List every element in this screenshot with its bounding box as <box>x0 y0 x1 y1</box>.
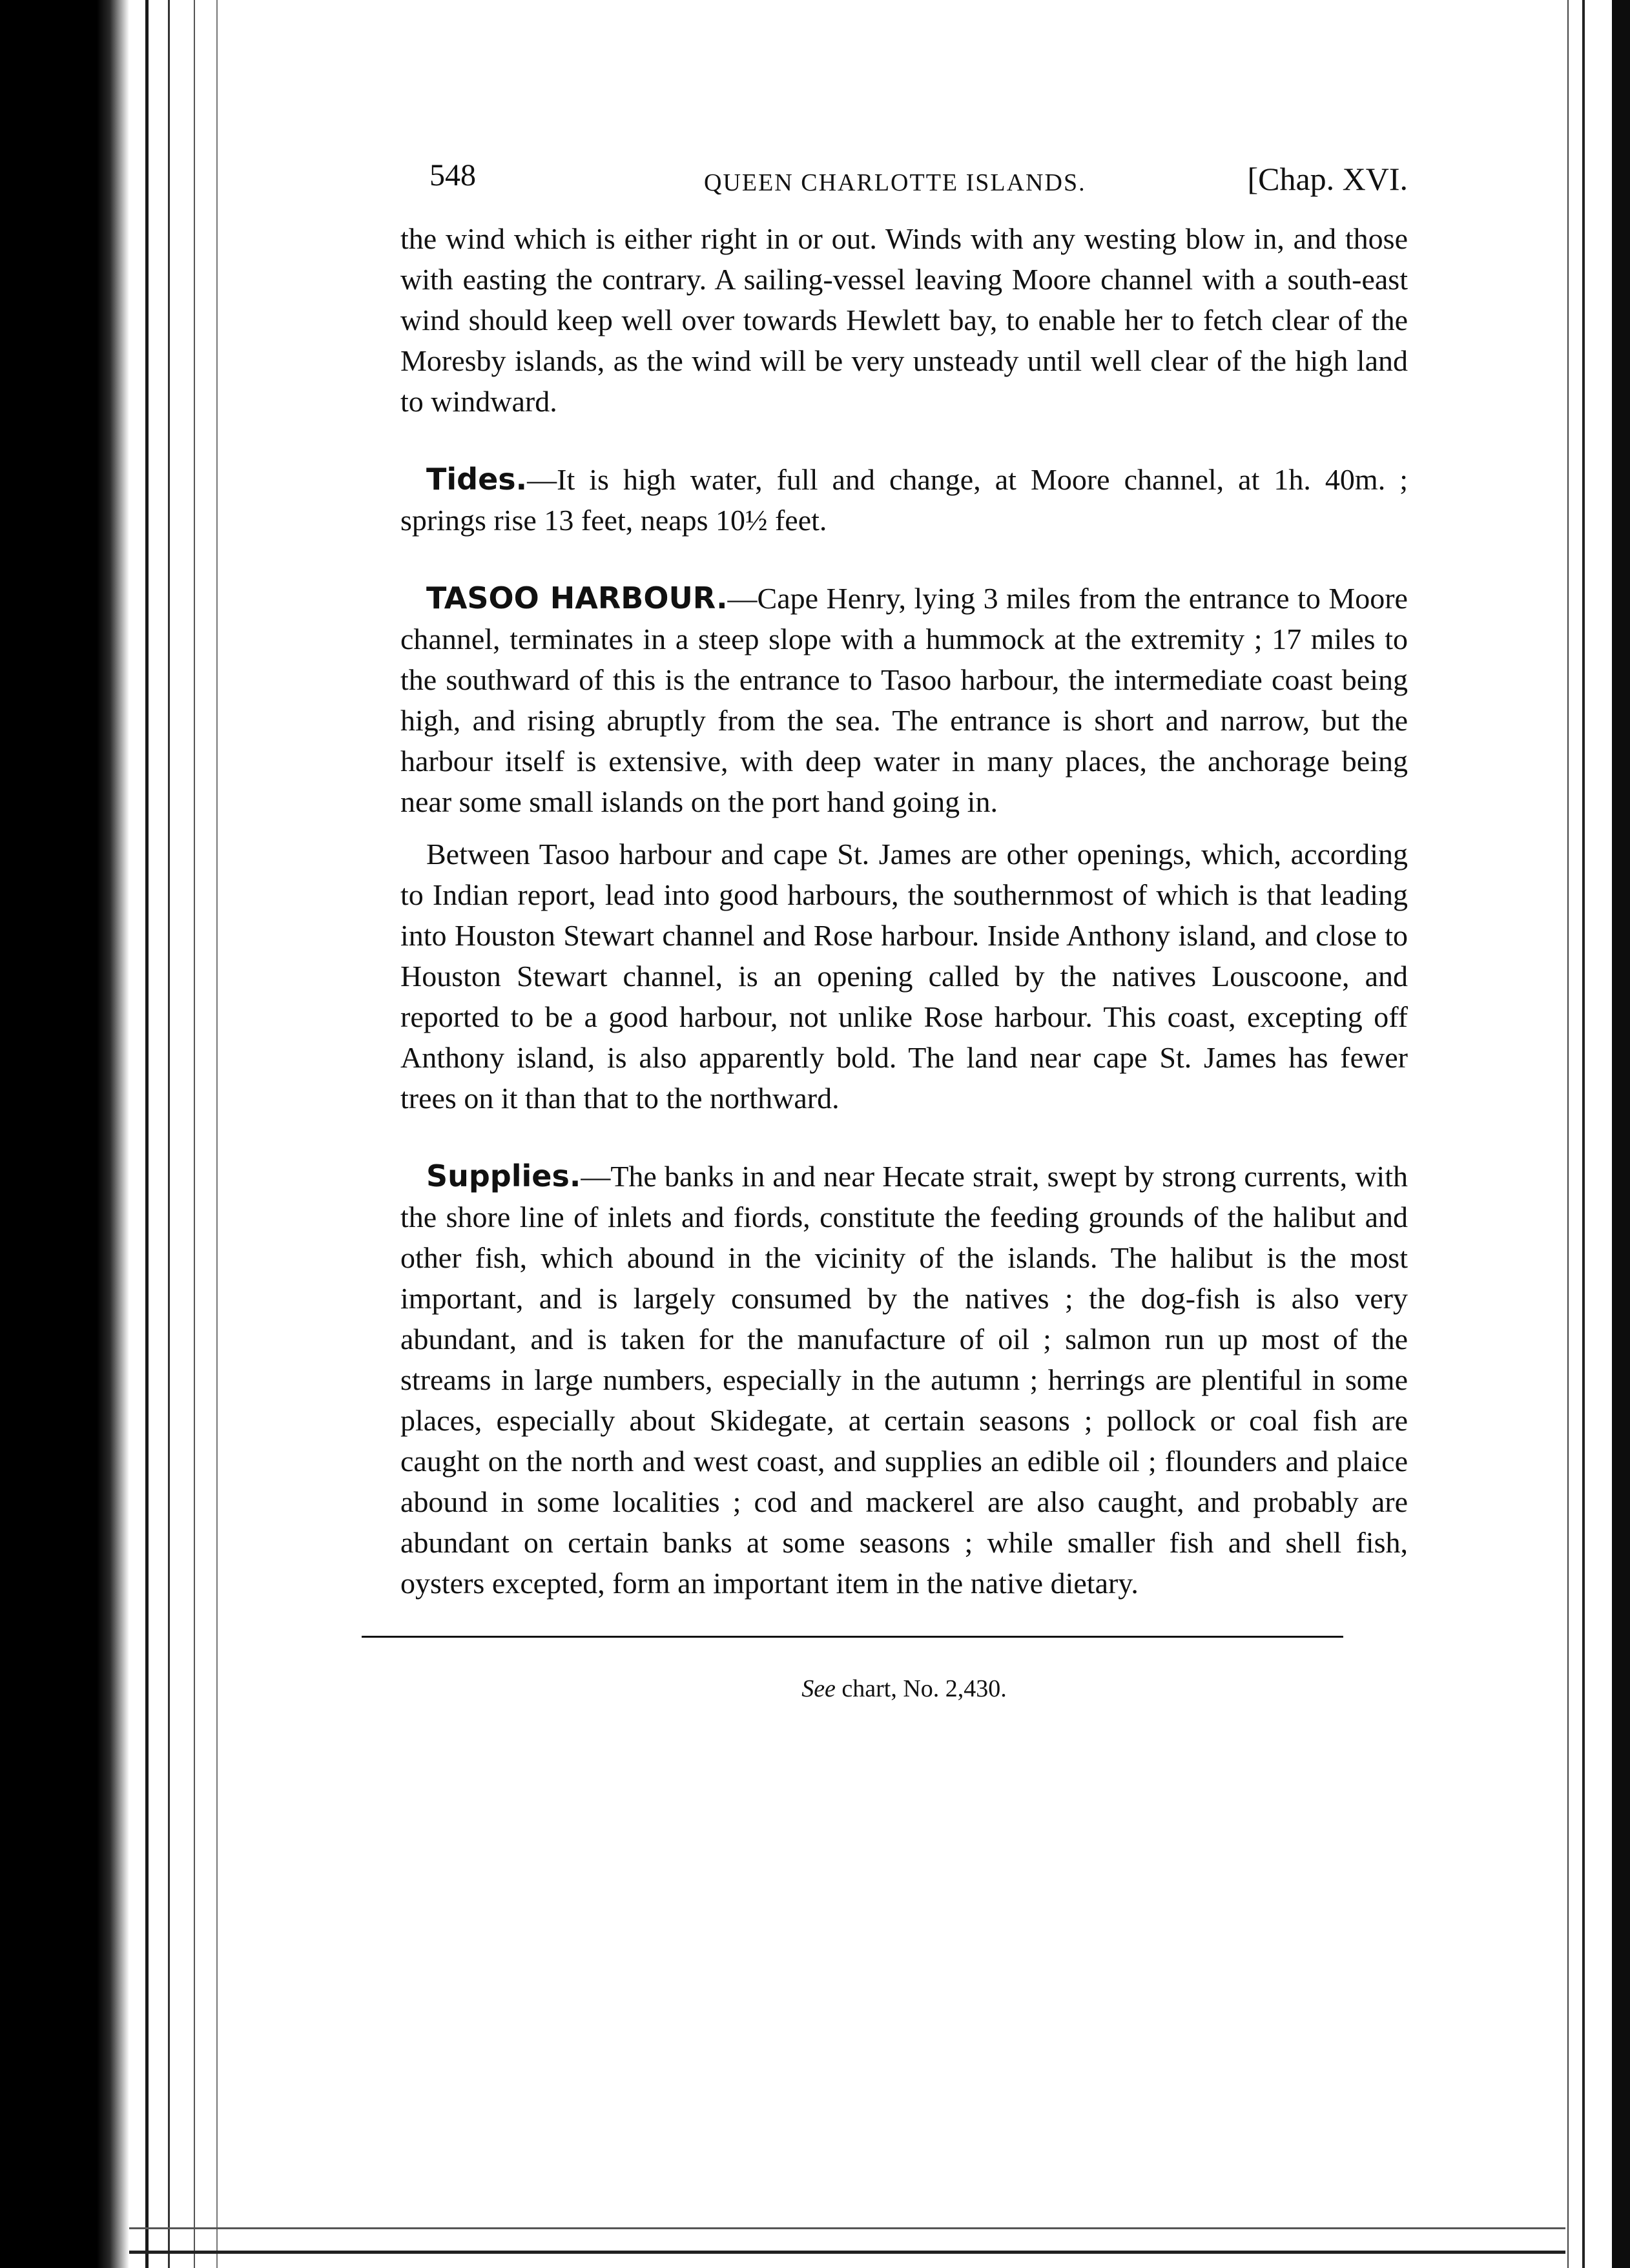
book-title: QUEEN CHARLOTTE ISLANDS. <box>704 169 1086 196</box>
binding-shadow <box>0 0 129 2268</box>
bottom-page-edge <box>129 2251 1565 2254</box>
page-stack-line <box>216 0 218 2268</box>
right-page-edge <box>1612 0 1630 2268</box>
footnote <box>400 1669 1408 1709</box>
tides-text: —It is high water, full and change, at Moore channel, at 1h. 40m. ; springs rise 13 feet, neaps 10½ feet. <box>400 463 1408 537</box>
footnote-rule <box>362 1636 1343 1638</box>
tasoo-harbour-text: —Cape Henry, lying 3 miles from the entrance to Moore channel, terminates in a steep slope with a hummock at the extremity ; 17 miles to the southward of this is the entrance to Tasoo harbour, the intermediate coast being high, and rising abruptly from the sea. The entrance is short and narrow, but the harbour itself is extensive, with deep water in many places, the anchorage being near some small islands on the port hand going in. <box>400 582 1408 818</box>
supplies-text: —The banks in and near Hecate strait, swept by strong currents, with the shore line of inlets and fiords, constitute the feeding grounds of the halibut and other fish, which abound in the vicinity of the islands. The halibut is the most important, and is largely consumed by the natives ; the dog-fish is also very abundant, and is taken for the manufacture of oil ; salmon run up most of the streams in large numbers, especially in the autumn ; herrings are plentiful in some places, especially about Skidegate, at certain seasons ; pollock or coal fish are caught on the north and west coast, and supplies an edible oil ; flounders and plaice abound in some localities ; cod and mackerel are also caught, and probably are abundant on certain banks at some seasons ; while smaller fish and shell fish, oysters excepted, form an important item in the native dietary. <box>400 1160 1408 1600</box>
right-border-line <box>1582 0 1585 2268</box>
running-head <box>400 155 1408 207</box>
footnote-see: See <box>801 1675 836 1702</box>
page-stack-line <box>194 0 195 2268</box>
supplies-heading: Supplies. <box>426 1159 581 1193</box>
binding-edge-line <box>145 0 149 2268</box>
paragraph-tides <box>400 459 1408 541</box>
footnote-text: chart, No. 2,430. <box>835 1675 1007 1702</box>
page-stack-line <box>168 0 170 2268</box>
bottom-page-edge <box>129 2227 1565 2229</box>
chapter-label: [Chap. XVI. <box>1247 161 1408 197</box>
page-content <box>400 155 1408 1709</box>
paragraph-winds: the wind which is either right in or out. Winds with any westing blow in, and those with easting the contrary. A sailing-vessel leaving Moore channel with a south-east wind should keep well over towards Hewlett bay, to enable her to fetch clear of the Moresby islands, as the wind will be very unsteady until well clear of the high land to windward. <box>400 222 1408 418</box>
paragraph-supplies <box>400 1156 1408 1603</box>
paragraph-tasoo-harbour <box>400 578 1408 822</box>
paragraph-between: Between Tasoo harbour and cape St. James are other openings, which, according to Indian report, lead into good harbours, the southernmost of which is that leading into Houston Stewart channel and Rose harbour. Inside Anthony island, and close to Houston Stewart channel, is an opening called by the natives Louscoone, and reported to be a good harbour, not unlike Rose harbour. This coast, excepting off Anthony island, is also apparently bold. The land near cape St. James has fewer trees on it than that to the northward. <box>400 838 1408 1115</box>
page-number: 548 <box>429 158 476 192</box>
tides-heading: Tides. <box>426 462 528 497</box>
tasoo-harbour-heading: TASOO HARBOUR. <box>426 581 728 615</box>
right-border-line <box>1567 0 1569 2268</box>
